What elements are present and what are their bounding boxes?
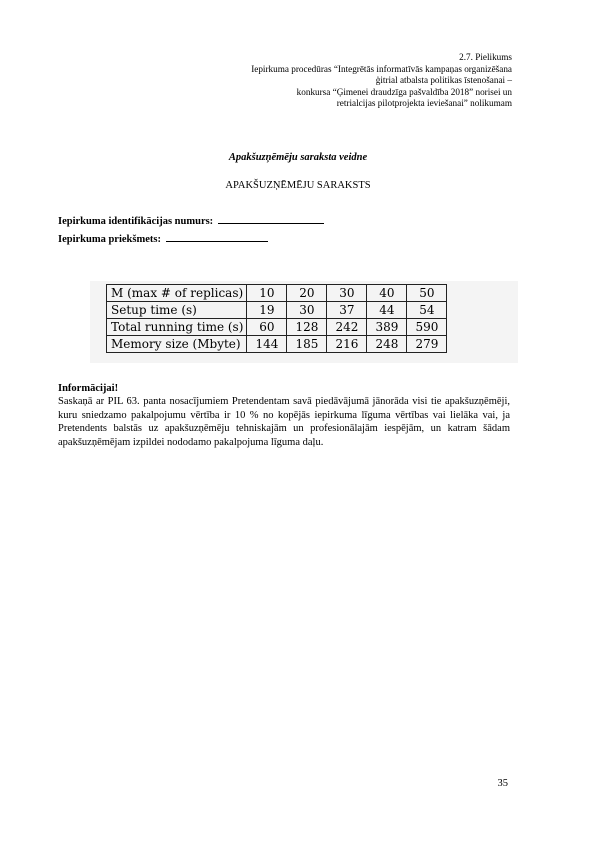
table-row [107,336,447,353]
table-cell: 10 [247,285,287,302]
table-cell: 19 [247,302,287,319]
header-line: Iepirkuma procedūras “Integrētās informatīvās kampaņas organizēšana [251,63,512,74]
table-cell: 248 [367,336,407,353]
replica-table-image [90,281,518,363]
table-row [107,285,447,302]
table-cell: 30 [287,302,327,319]
replica-table [106,284,447,353]
page-number: 35 [497,778,508,789]
header-line: 2.7. Pielikums [459,52,512,62]
procurement-id-blank [218,214,324,224]
table-cell: 185 [287,336,327,353]
procurement-id-field [58,214,324,227]
row-label: M (max # of replicas) [107,285,247,302]
table-cell: 30 [327,285,367,302]
row-label: Memory size (Mbyte) [107,336,247,353]
table-cell: 37 [327,302,367,319]
table-cell: 40 [367,285,407,302]
table-cell: 389 [367,319,407,336]
form-title: Apakšuzņēmēju saraksta veidne [228,152,368,163]
table-cell: 590 [407,319,447,336]
procurement-subject-blank [166,232,268,242]
table-cell: 128 [287,319,327,336]
appendix-header [251,52,512,110]
header-line: konkursa “Ģimenei draudzīga pašvaldība 2018” norisei un [296,86,512,97]
procurement-id-label: Iepirkuma identifikācijas numurs: [58,216,214,227]
procurement-subject-field [58,232,268,245]
table-cell: 144 [247,336,287,353]
table-cell: 216 [327,336,367,353]
table-row [107,319,447,336]
page-title: APAKŠUZŅĒMĒJU SARAKSTS [225,180,371,191]
table-cell: 60 [247,319,287,336]
info-title: Informācijai! [58,383,119,394]
table-row [107,302,447,319]
table-cell: 20 [287,285,327,302]
procurement-subject-label: Iepirkuma priekšmets: [58,234,161,245]
header-line: ģitrial atbalsta politikas īstenošanai – [375,75,512,86]
table-cell: 242 [327,319,367,336]
row-label: Setup time (s) [107,302,247,319]
table-cell: 50 [407,285,447,302]
table-cell: 279 [407,336,447,353]
info-paragraph: Saskaņā ar PIL 63. panta nosacījumiem Pretendentam savā piedāvājumā jānorāda visi tie apakšuzņēmēji, kuru sniedzamo pakalpojumu vērtība ir 10 % no kopējās iepirkuma līguma vērtības vai lielāka vai, ja Pretendents balstās uz apakšuzņēmēju tehniskajām un profesionālajām iespējām, un katram šādam apakšuzņēmējam izpildei nododamo pakalpojuma līguma daļu. [58,396,510,448]
header-line: retrialcijas pilotprojekta ieviešanai” nolikumam [336,98,512,109]
table-cell: 44 [367,302,407,319]
row-label: Total running time (s) [107,319,247,336]
table-cell: 54 [407,302,447,319]
